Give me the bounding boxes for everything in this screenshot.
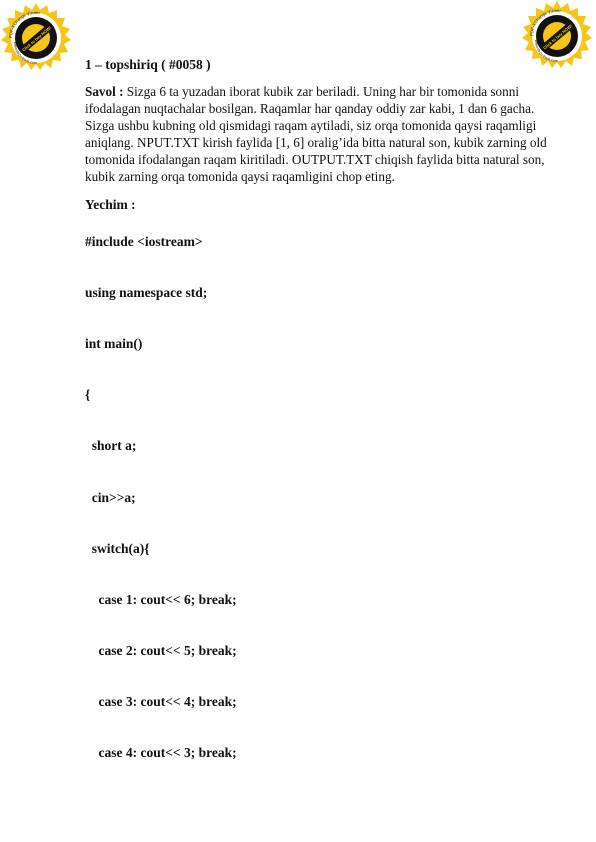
problem-label: Savol : xyxy=(85,84,124,99)
svg-text:PDF-XChange Viewer: PDF-XChange Viewer xyxy=(7,9,41,39)
solution-label: Yechim : xyxy=(85,196,136,212)
pdf-xchange-badge-left[interactable] xyxy=(0,2,72,74)
task-title: 1 – topshiriq ( #0058 ) xyxy=(85,57,211,72)
code-line: cin>>a; xyxy=(85,490,136,505)
svg-text:Click to buy NOW!: Click to buy NOW! xyxy=(542,23,574,51)
code-line: using namespace std; xyxy=(85,285,208,300)
code-line: { xyxy=(85,387,91,402)
code-line: #include <iostream> xyxy=(85,234,203,249)
svg-text:PDF-XChange Viewer: PDF-XChange Viewer xyxy=(528,7,562,37)
code-line: short a; xyxy=(85,438,137,453)
document-body xyxy=(85,56,555,214)
problem-text: Sizga 6 ta yuzadan iborat kubik zar beriladi. Uning har bir tomonida sonni ifodalagan nuqtachalar bosilgan. Raqamlar har qanday oddiy zar kabi, 1 dan 6 gacha. Sizga ushbu kubning old qismidagi raqam aytiladi, siz orqa tomonida qaysi raqamligi aniqlang. NPUT.TXT kirish faylida [1, 6] oralig’ida bitta natural son, kubik zarning old tomonida ifodalangan raqam kiritiladi. OUTPUT.TXT chiqish faylida bitta natural son, kubik zarning orqa tomonida qaysi raqamligini chop eting. xyxy=(85,84,547,185)
svg-text:Click to buy NOW!: Click to buy NOW! xyxy=(21,25,53,53)
problem-statement xyxy=(85,83,553,186)
code-line: case 2: cout<< 5; break; xyxy=(85,643,237,658)
badge-seal-icon xyxy=(0,2,72,74)
code-line: case 3: cout<< 4; break; xyxy=(85,694,237,709)
code-line: int main() xyxy=(85,336,143,351)
svg-text:www.docu-track.com: www.docu-track.com xyxy=(12,41,37,66)
code-line: case 4: cout<< 3; break; xyxy=(85,745,237,760)
code-line: case 1: cout<< 6; break; xyxy=(85,592,237,607)
code-line: switch(a){ xyxy=(85,541,150,556)
svg-text:www.docu-track.com: www.docu-track.com xyxy=(533,39,558,64)
